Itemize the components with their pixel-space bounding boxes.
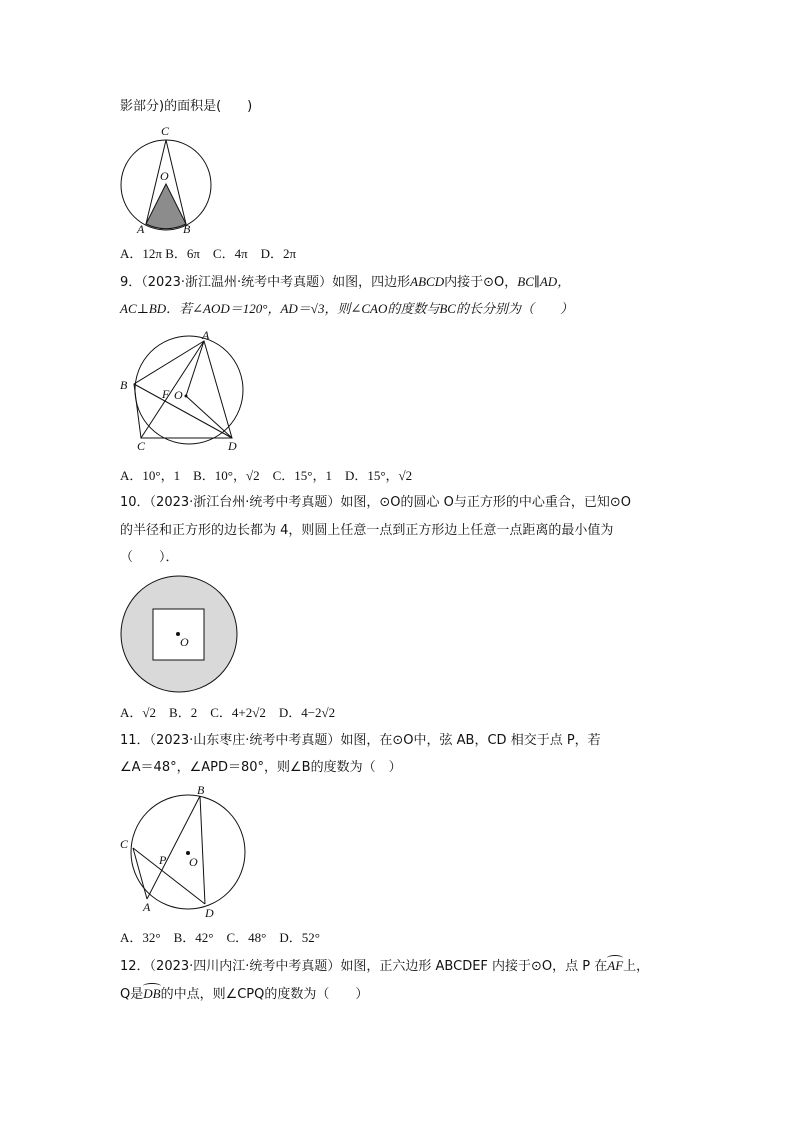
q12-num: 12．	[120, 959, 150, 974]
q9-label-a: A	[202, 328, 210, 342]
q12-line1	[120, 958, 649, 975]
q9-options: A．10°，1 B．10°，√2 C．15°，1 D．15°，√2	[120, 468, 413, 483]
q8-label-c: C	[161, 124, 170, 138]
q10-line3: （ ）．	[120, 550, 179, 565]
q9-text-a: 如图，四边形	[332, 275, 411, 290]
q9-abcd: ABCD	[410, 274, 445, 289]
q11-label-d: D	[205, 906, 214, 920]
q9-line2: AC⊥BD．若∠AOD＝120°，AD＝√3，则∠CAO的度数与BC的长分别为（ ）	[120, 301, 573, 316]
q9-label-c: C	[137, 439, 146, 453]
q8-stem-tail: 影部分)的面积是( )	[120, 99, 253, 114]
q11-line2: ∠A＝48°，∠APD＝80°，则∠B的度数为（ ）	[120, 760, 402, 775]
q11-source: （2023·山东枣庄·统考中考真题）	[149, 733, 341, 748]
q8-options: A．12π B．6π C．4π D．2π	[120, 246, 297, 261]
q9-bc-ad: BC∥AD，	[517, 274, 571, 289]
q11-label-a: A	[143, 900, 151, 914]
q12-text-b: 上，	[623, 959, 650, 974]
q11-label-b: B	[197, 783, 205, 797]
q12-text-a: 如图，正六边形 ABCDEF 内接于⊙O，点 P 在	[340, 959, 608, 974]
q9-label-f: F	[162, 387, 170, 401]
q10-line2: 的半径和正方形的边长都为 4，则圆上任意一点到正方形边上任意一点距离的最小值为	[120, 523, 614, 538]
q11-label-c: C	[120, 837, 129, 851]
q11-label-o: O	[189, 855, 198, 869]
q11-label-p: P	[159, 853, 167, 867]
q8-label-a: A	[137, 222, 145, 236]
q9-text-b: 内接于⊙O，	[444, 275, 518, 290]
q9-source: （2023·浙江温州·统考中考真题）	[141, 275, 333, 290]
q10-text: 如图，⊙O的圆心 O与正方形的中心重合，已知⊙O	[340, 495, 632, 510]
q10-num: 10．	[120, 495, 150, 510]
q9-label-d: D	[228, 439, 237, 453]
q8-label-o: O	[160, 169, 169, 183]
q8-label-b: B	[183, 222, 191, 236]
q9-num: 9．	[120, 275, 142, 290]
q10-options: A．√2 B．2 C．4+2√2 D．4−2√2	[120, 705, 336, 720]
q11-options: A．32° B．42° C．48° D．52°	[120, 930, 320, 945]
q9-label-b: B	[120, 378, 128, 392]
q12-arc-af: AF	[607, 958, 624, 973]
q10-label-o: O	[180, 635, 189, 649]
q10-source: （2023·浙江台州·统考中考真题）	[149, 495, 341, 510]
q12-source: （2023·四川内江·统考中考真题）	[149, 959, 341, 974]
q12-line2	[120, 986, 368, 1003]
q9-label-o: O	[174, 388, 183, 402]
q11-num: 11．	[120, 733, 150, 748]
q11-text: 如图，在⊙O中，弦 AB，CD 相交于点 P，若	[340, 733, 601, 748]
q12-arc-db: DB	[143, 986, 161, 1001]
q12-text-d: 的中点，则∠CPQ的度数为（ ）	[160, 987, 369, 1002]
q12-text-c: Q是	[120, 987, 144, 1002]
